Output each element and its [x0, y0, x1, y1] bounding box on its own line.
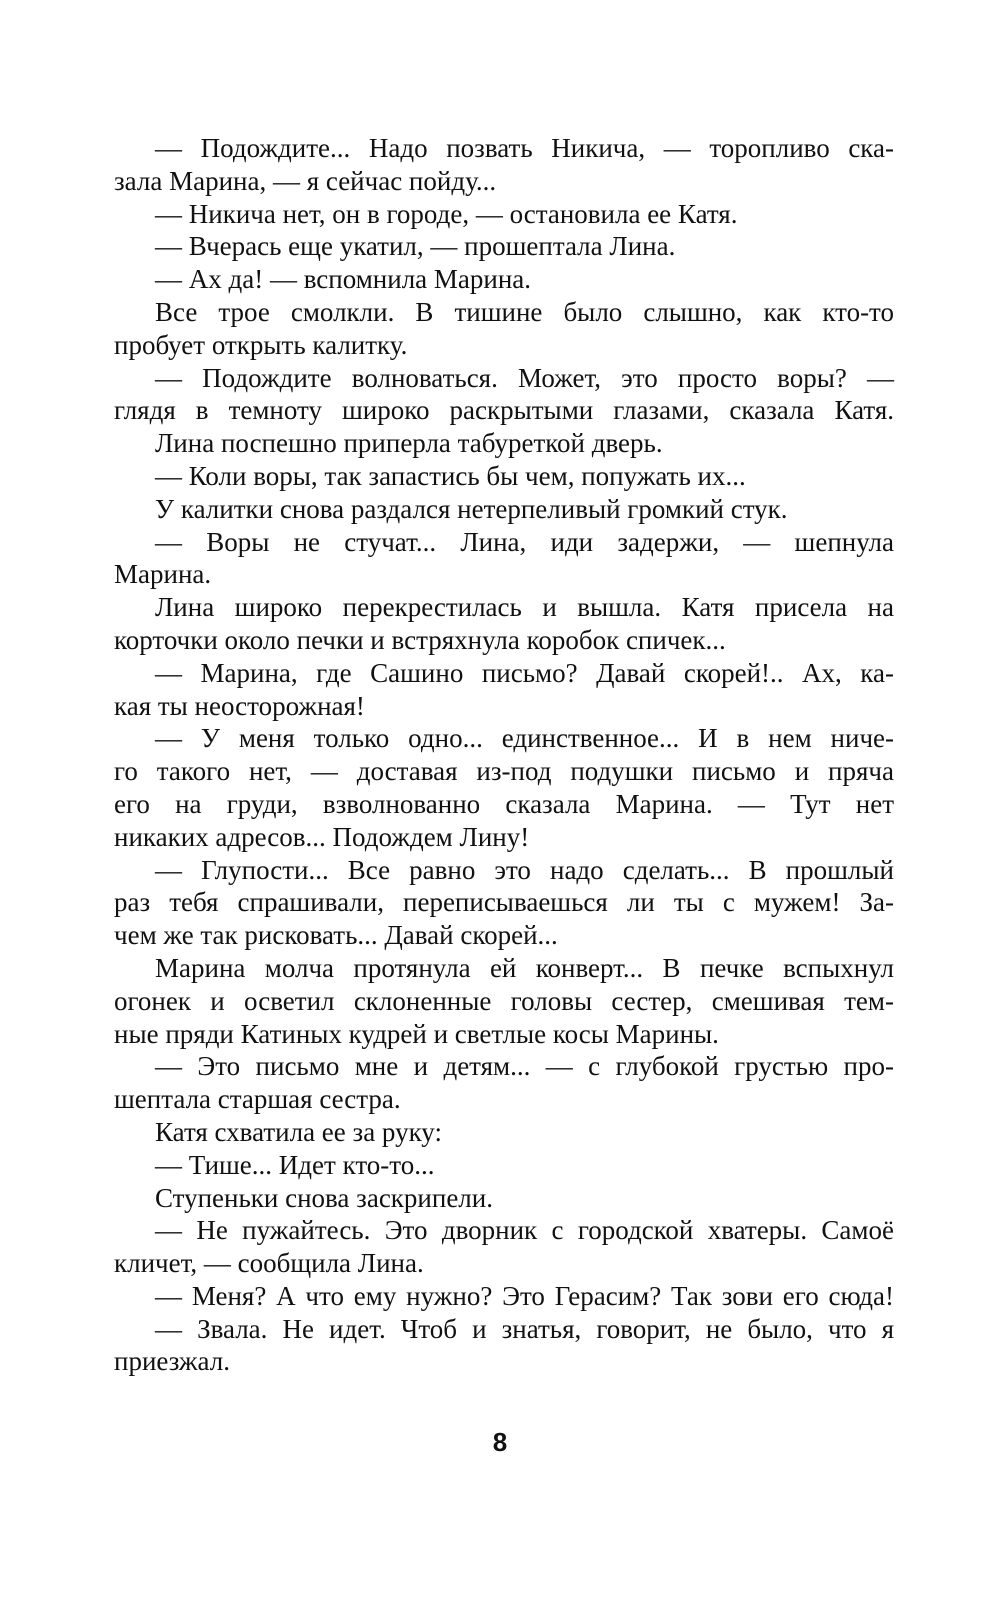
text-line: раз тебя спрашивали, переписываешься ли ты с мужем! За- [114, 887, 894, 918]
text-line: Все трое смолкли. В тишине было слышно, как кто-то [155, 296, 894, 327]
page-number: 8 [492, 1427, 508, 1457]
text-line: его на груди, взволнованно сказала Марина. — Тут нет [114, 788, 894, 819]
text-line: — Марина, где Сашино письмо? Давай скорей!.. Ах, ка- [155, 657, 894, 688]
text-line: огонек и осветил склоненные головы сестер, смешивая тем- [114, 985, 894, 1016]
text-line: корточки около печки и встряхнула коробок спичек... [114, 624, 726, 655]
text-line: — Вчерась еще укатил, — прошептала Лина. [155, 231, 676, 262]
text-line: — Никича нет, он в городе, — остановила ее Катя. [155, 198, 738, 229]
text-line: — Воры не стучат... Лина, иди задержи, — шепнула [155, 526, 894, 557]
text-line: кличет, — сообщила Лина. [114, 1248, 424, 1279]
text-line: — Глупости... Все равно это надо сделать... В прошлый [155, 854, 894, 885]
text-line: глядя в темноту широко раскрытыми глазами, сказала Катя. [114, 395, 894, 426]
text-line: зала Марина, — я сейчас пойду... [114, 165, 497, 196]
text-line: приезжал. [114, 1346, 230, 1377]
text-line: кая ты неосторожная! [114, 690, 365, 721]
text-line: пробует открыть калитку. [114, 329, 408, 360]
body-text [114, 132, 894, 1378]
text-line: — Коли воры, так запастись бы чем, попужать их... [155, 460, 746, 491]
text-line: — Не пужайтесь. Это дворник с городской хватеры. Самоё [155, 1215, 894, 1246]
text-line: — Звала. Не идет. Чтоб и знатья, говорит, не было, что я [155, 1313, 894, 1344]
text-line: Катя схватила ее за руку: [155, 1116, 442, 1147]
text-line: — Это письмо мне и детям... — с глубокой грустью про- [155, 1051, 894, 1082]
text-line: — Подождите... Надо позвать Никича, — торопливо ска- [155, 133, 894, 163]
text-line: го такого нет, — доставая из-под подушки письмо и пряча [114, 756, 894, 787]
text-line: — Подождите волноваться. Может, это просто воры? — [155, 362, 894, 393]
text-line: чем же так рисковать... Давай скорей... [114, 920, 558, 951]
text-line: У калитки снова раздался нетерпеливый громкий стук. [155, 493, 788, 524]
text-line: шептала старшая сестра. [114, 1084, 401, 1115]
text-line: — Меня? А что ему нужно? Это Герасим? Так зови его сюда! [155, 1280, 894, 1311]
text-line: — Ах да! — вспомнила Марина. [155, 264, 532, 295]
text-line: — У меня только одно... единственное... И в нем ниче- [155, 723, 894, 754]
text-line: ные пряди Катиных кудрей и светлые косы Марины. [114, 1018, 719, 1049]
text-line: Марина. [114, 559, 212, 590]
text-line: Марина молча протянула ей конверт... В печке вспыхнул [155, 952, 894, 983]
text-line: никаких адресов... Подождем Лину! [114, 821, 530, 852]
text-line: Лина широко перекрестилась и вышла. Катя присела на [155, 592, 894, 623]
text-line: Лина поспешно приперла табуреткой дверь. [155, 428, 663, 459]
text-line: Ступеньки снова заскрипели. [155, 1182, 493, 1213]
text-line: — Тише... Идет кто-то... [155, 1149, 435, 1180]
